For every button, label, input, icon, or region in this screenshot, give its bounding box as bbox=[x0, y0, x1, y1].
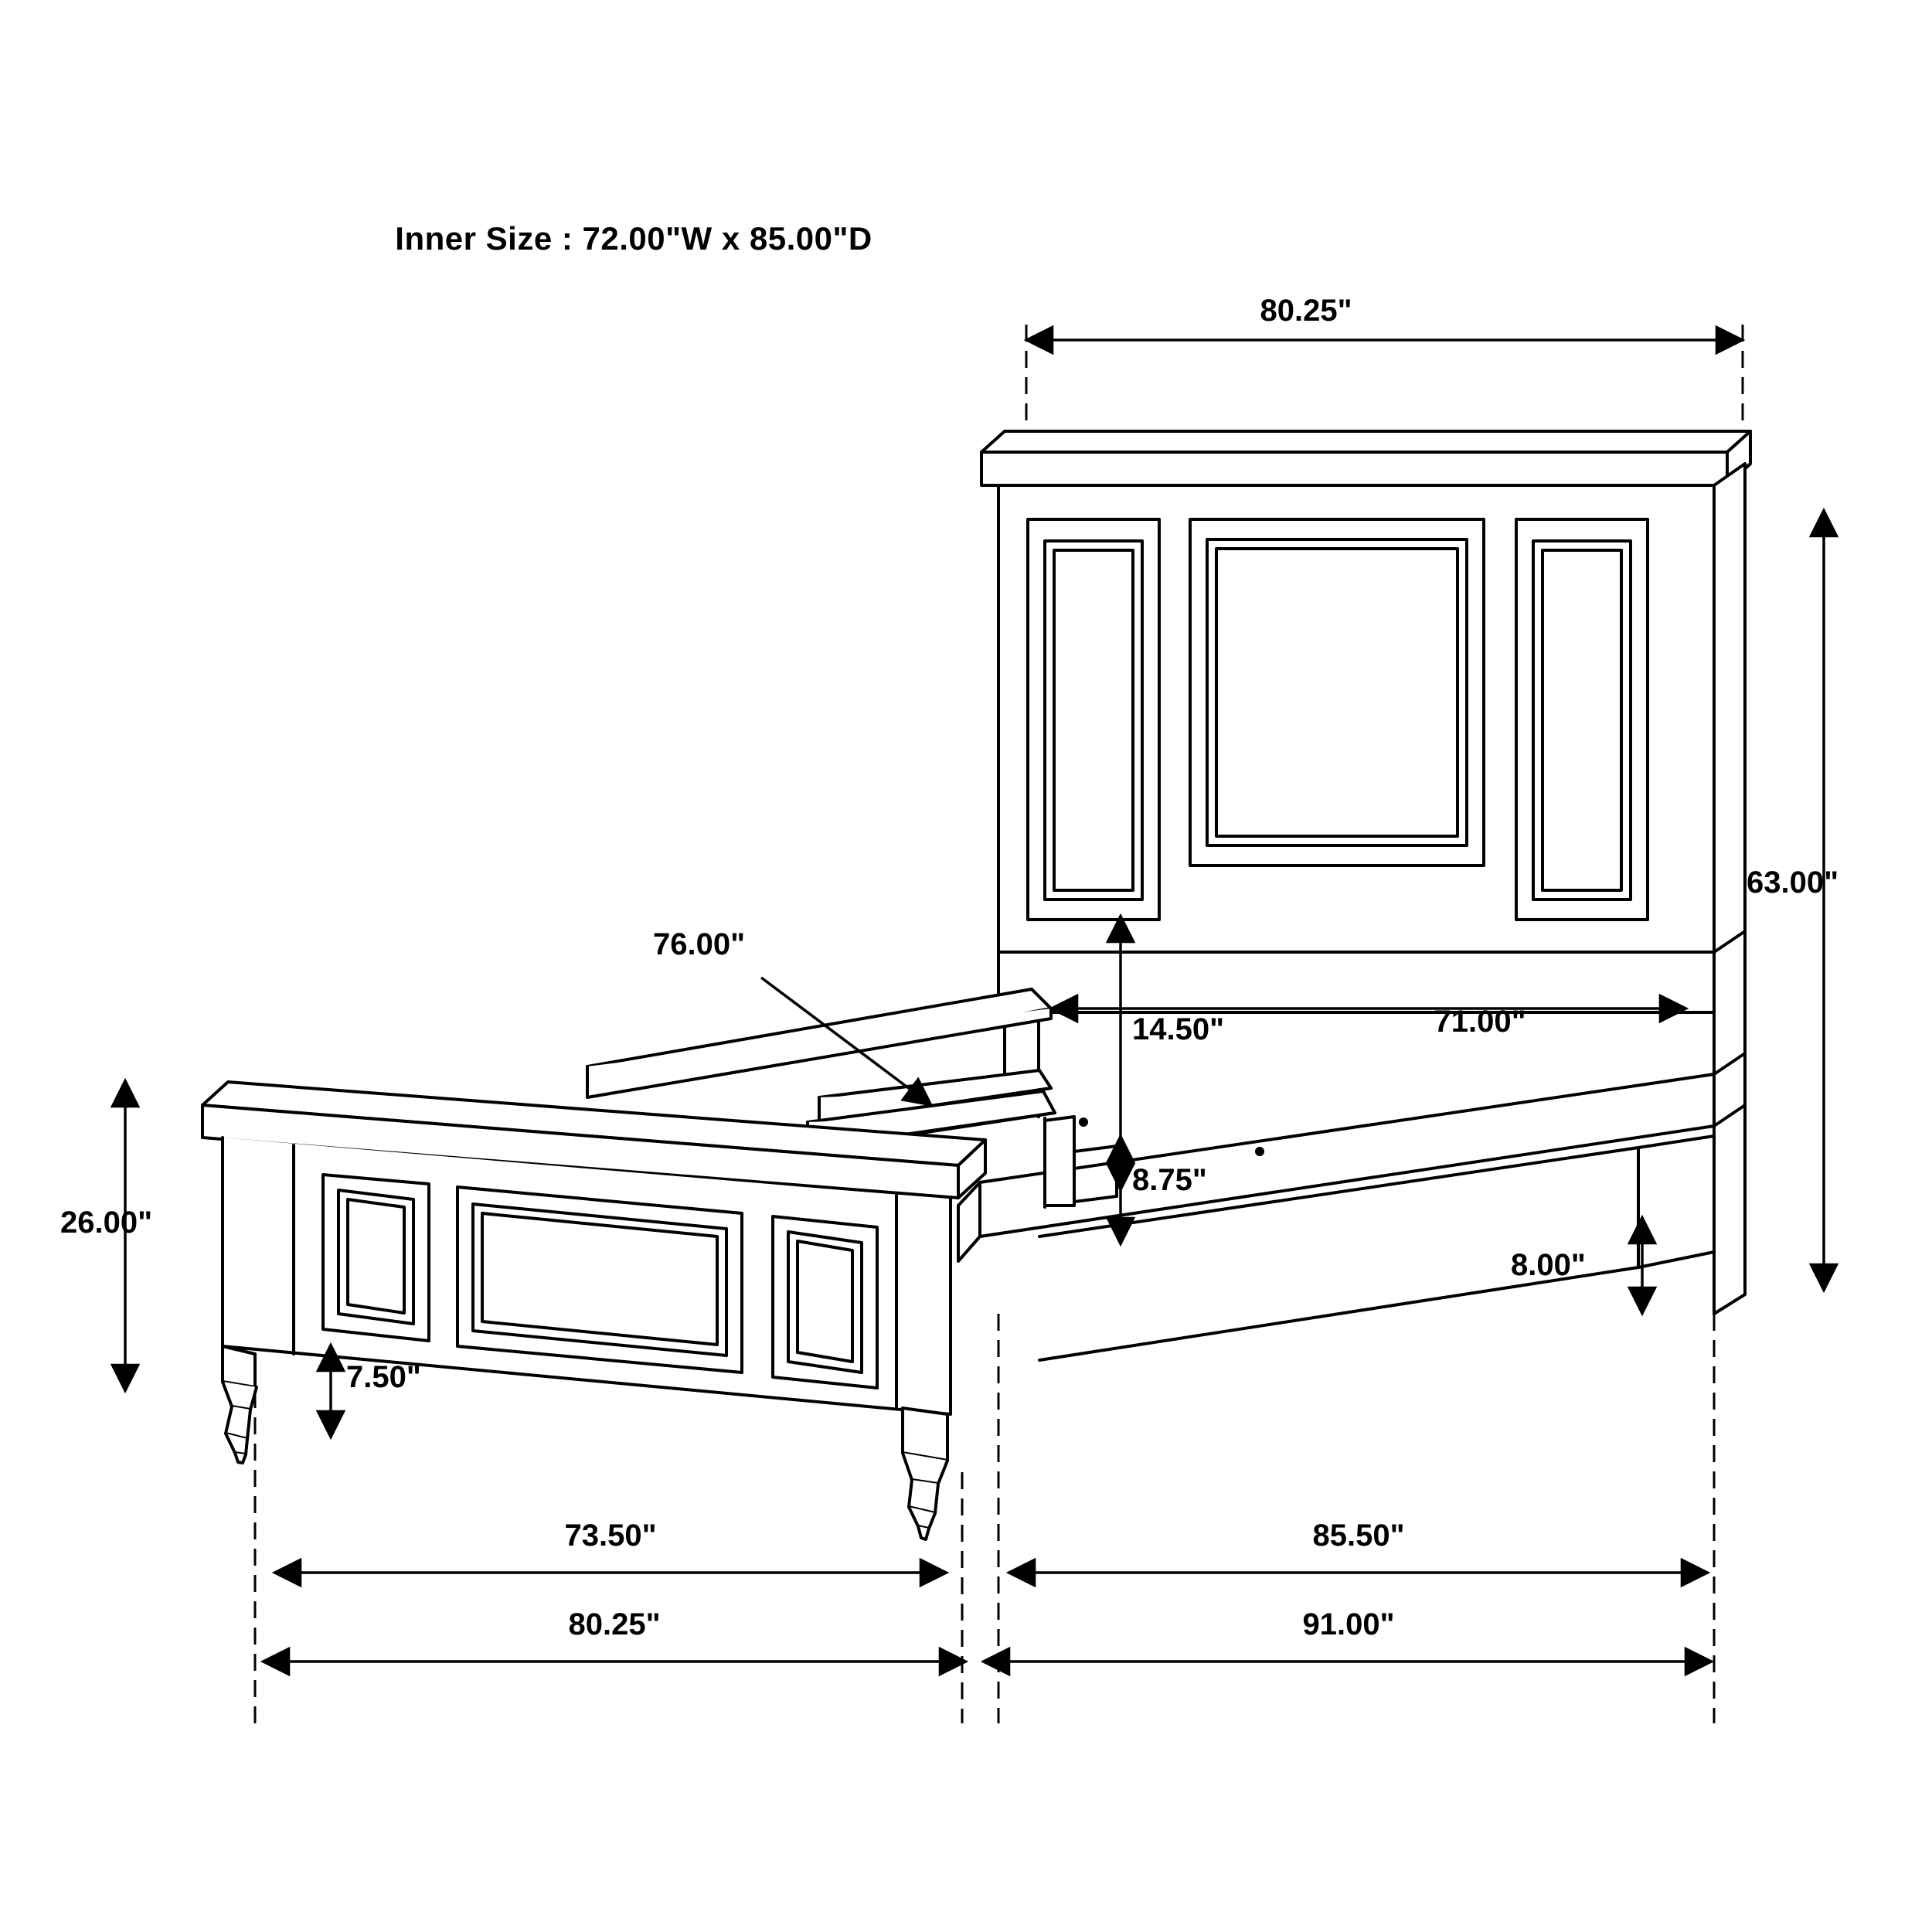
dim-foot-post-detail: 7.50" bbox=[346, 1360, 421, 1394]
dim-headboard-height: 63.00" bbox=[1747, 866, 1839, 900]
page-title: Inner Size : 72.00"W x 85.00"D bbox=[395, 220, 872, 257]
dim-interior-rail-width: 71.00" bbox=[1434, 1005, 1526, 1039]
dim-slat-height: 8.75" bbox=[1132, 1163, 1207, 1197]
dim-rail-top-height: 14.50" bbox=[1132, 1012, 1225, 1046]
dim-rail-bottom-clearance: 8.00" bbox=[1511, 1248, 1586, 1282]
dim-footboard-height: 26.00" bbox=[60, 1206, 153, 1240]
dim-headboard-width-top: 80.25" bbox=[1260, 294, 1352, 328]
dim-side-depth: 85.50" bbox=[1312, 1519, 1405, 1553]
dim-overall-depth: 91.00" bbox=[1302, 1607, 1395, 1641]
dim-footboard-width: 73.50" bbox=[564, 1519, 657, 1553]
dim-side-rail-length: 76.00" bbox=[653, 927, 746, 961]
dim-footboard-overall-width: 80.25" bbox=[568, 1607, 661, 1641]
